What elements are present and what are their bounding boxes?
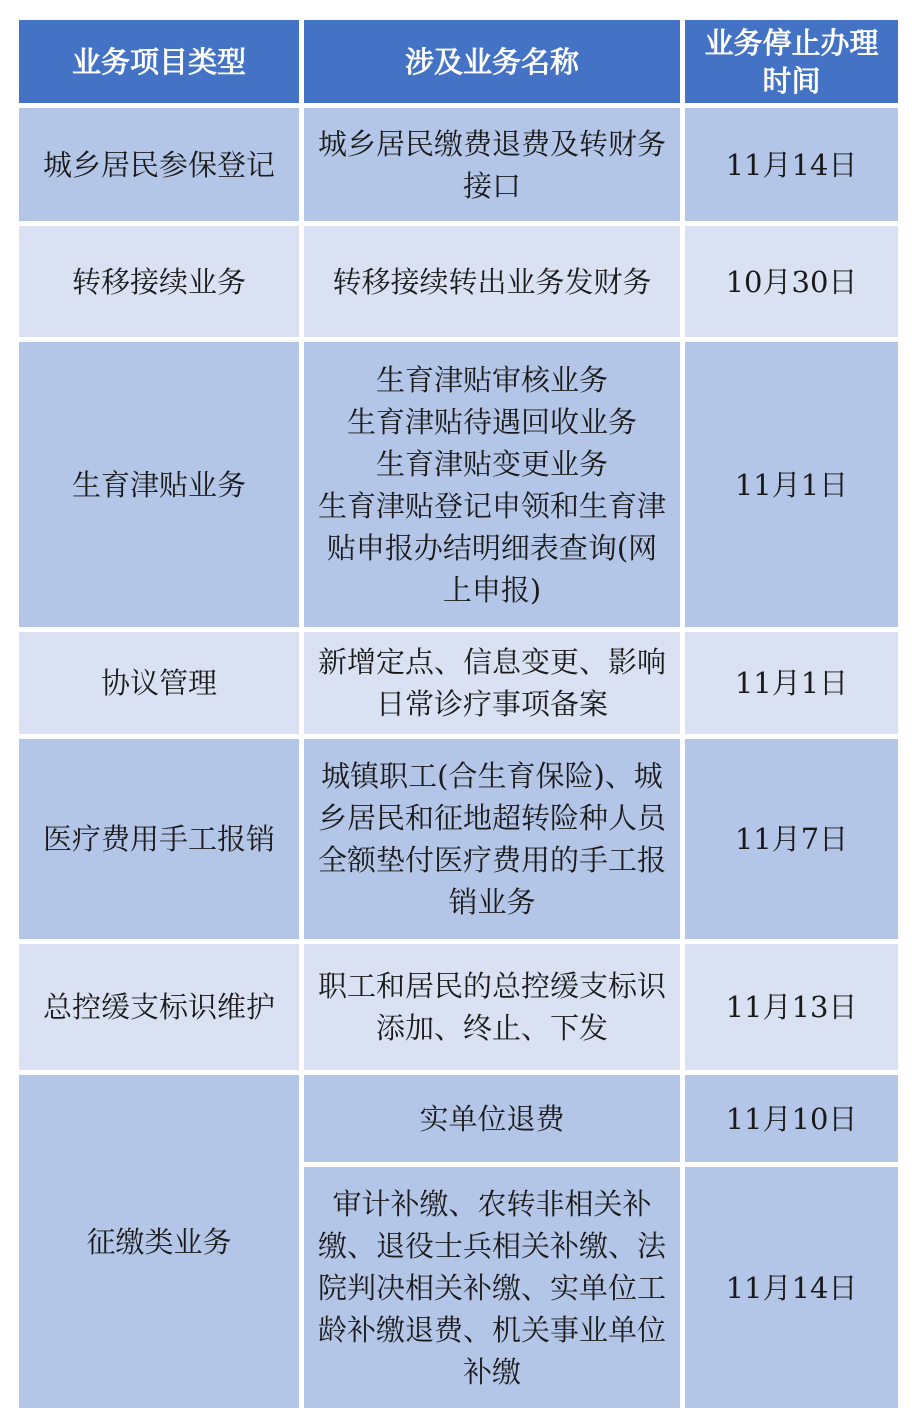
stop-time-cell: 11月1日 xyxy=(683,340,901,630)
business-name-cell: 城乡居民缴费退费及转财务接口 xyxy=(302,106,683,224)
business-name-cell: 新增定点、信息变更、影响日常诊疗事项备案 xyxy=(302,630,683,737)
business-type-cell: 协议管理 xyxy=(17,630,302,737)
header-stop-time: 业务停止办理时间 xyxy=(683,18,901,106)
table-row xyxy=(17,224,901,340)
table-row xyxy=(17,106,901,224)
stop-time-cell: 11月7日 xyxy=(683,737,901,942)
table-header-row xyxy=(17,18,901,106)
stop-time-cell: 11月10日 xyxy=(683,1073,901,1165)
business-type-cell: 总控缓支标识维护 xyxy=(17,942,302,1073)
table-row xyxy=(17,630,901,737)
business-suspension-table xyxy=(14,15,903,1413)
header-business-name: 涉及业务名称 xyxy=(302,18,683,106)
stop-time-cell: 11月14日 xyxy=(683,106,901,224)
business-name-cell: 生育津贴审核业务 生育津贴待遇回收业务 生育津贴变更业务 生育津贴登记申领和生育津贴申报办结明细表查询(网上申报) xyxy=(302,340,683,630)
table-row xyxy=(17,942,901,1073)
business-name-cell: 转移接续转出业务发财务 xyxy=(302,224,683,340)
business-name-cell: 实单位退费 xyxy=(302,1073,683,1165)
business-name-cell: 城镇职工(合生育保险)、城乡居民和征地超转险种人员全额垫付医疗费用的手工报销业务 xyxy=(302,737,683,942)
business-type-cell: 医疗费用手工报销 xyxy=(17,737,302,942)
header-business-type: 业务项目类型 xyxy=(17,18,302,106)
business-type-cell: 转移接续业务 xyxy=(17,224,302,340)
business-name-cell: 审计补缴、农转非相关补缴、退役士兵相关补缴、法院判决相关补缴、实单位工龄补缴退费、机关事业单位补缴 xyxy=(302,1165,683,1411)
table-row xyxy=(17,1073,901,1165)
stop-time-cell: 11月14日 xyxy=(683,1165,901,1411)
stop-time-cell: 11月13日 xyxy=(683,942,901,1073)
table-row xyxy=(17,340,901,630)
stop-time-cell: 10月30日 xyxy=(683,224,901,340)
table-row xyxy=(17,737,901,942)
business-type-cell: 生育津贴业务 xyxy=(17,340,302,630)
business-type-cell: 征缴类业务 xyxy=(17,1073,302,1411)
business-type-cell: 城乡居民参保登记 xyxy=(17,106,302,224)
stop-time-cell: 11月1日 xyxy=(683,630,901,737)
business-name-cell: 职工和居民的总控缓支标识添加、终止、下发 xyxy=(302,942,683,1073)
